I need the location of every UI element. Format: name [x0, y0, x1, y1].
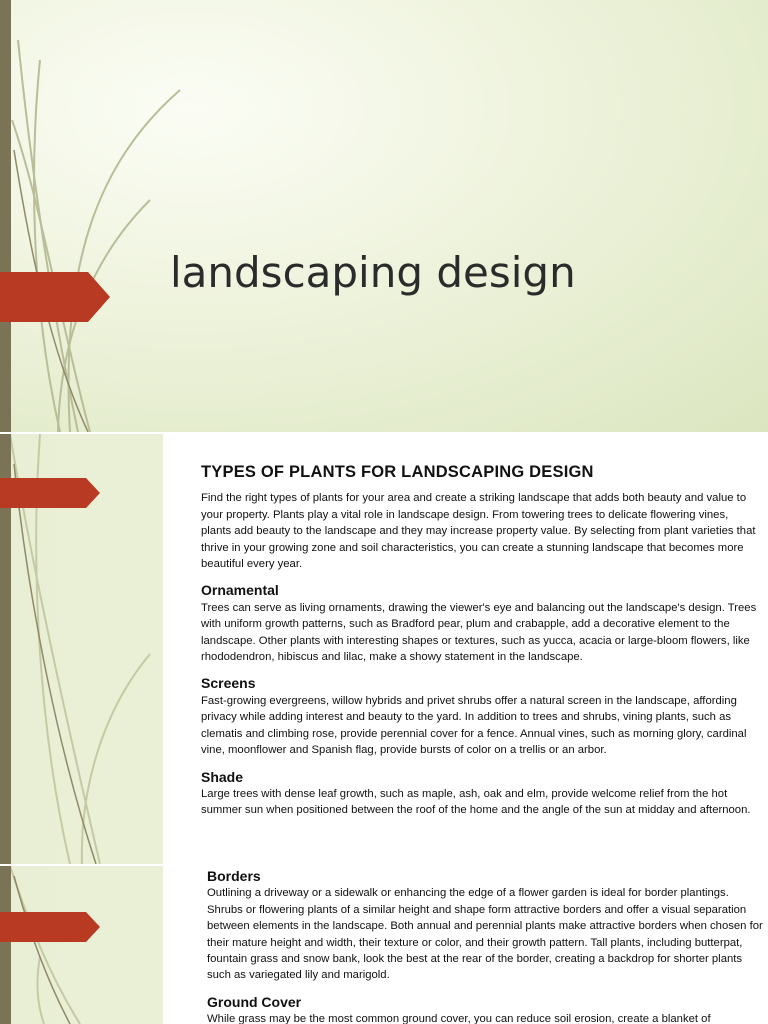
vine-decoration	[0, 866, 163, 1024]
document-body	[207, 868, 763, 1024]
slide-title: landscaping design	[170, 248, 576, 297]
document-page	[163, 866, 768, 1024]
document-body	[201, 464, 761, 829]
section-title-screens: Screens	[201, 675, 256, 692]
section-body-screens: Fast-growing evergreens, willow hybrids and privet shrubs offer a natural screen in the landscape, affording privacy while adding interest and beauty to the yard. In addition to trees and shrubs, vining plants, such as clematis and climbing rose, provide perennial cover for a fence. Annual vines, such as morning glory, cardinal vine, moonflower and Spanish flag, provide bursts of color on a trellis or an arbor.	[201, 694, 747, 757]
content-slide	[0, 434, 768, 864]
arrow-marker	[0, 478, 100, 508]
arrow-marker	[0, 272, 110, 322]
document-page	[163, 434, 768, 864]
section-title-ground-cover: Ground Cover	[207, 993, 302, 1010]
section-title-shade: Shade	[201, 768, 244, 785]
arrow-marker	[0, 912, 100, 942]
left-accent-bar	[0, 866, 11, 1024]
intro-paragraph: Find the right types of plants for your area and create a striking landscape that adds both beauty and value to your property. Plants play a vital role in landscape design. From towering trees to delicate flowering vines, plants add beauty to the landscape and they may increase property value. By selecting from plant varieties that thrive in your growing zone and soil characteristics, you can create a stunning landscape that becomes more beautiful every year.	[201, 492, 756, 571]
section-body-ornamental: Trees can serve as living ornaments, drawing the viewer's eye and balancing out the landscape's design. Trees with uniform growth patterns, such as Bradford pear, plum and crabapple, add a decorative element to the landscape. Other plants with interesting shapes or textures, such as yucca, acacia or large-bloom flowers, like rhododendron, hibiscus and lilac, make a showy statement in the landscape.	[201, 601, 757, 664]
section-title-borders: Borders	[207, 868, 261, 884]
content-slide	[0, 866, 768, 1024]
section-body-borders: Outlining a driveway or a sidewalk or enhancing the edge of a flower garden is ideal for border plantings. Shrubs or flowering plants of a similar height and shape form attractive borders and offer a visual separation between elements in the landscape. Both annual and perennial plants make attractive borders when chosen for their mature height and width, their texture or color, and their growth pattern. Tall plants, including butterpat, fountain grass and snow bank, look the best at the rear of the border, creating a backdrop for shorter plants such as variegated lily and marigold.	[207, 887, 763, 982]
document-heading: TYPES OF PLANTS FOR LANDSCAPING DESIGN	[201, 463, 594, 481]
vine-decoration	[0, 0, 200, 432]
title-slide	[0, 0, 768, 432]
section-body-shade: Large trees with dense leaf growth, such as maple, ash, oak and elm, provide welcome relief from the hot summer sun when positioned between the roof of the home and the angle of the sun at midday and afternoon.	[201, 787, 751, 817]
section-title-ornamental: Ornamental	[201, 582, 279, 599]
left-accent-bar	[0, 0, 11, 432]
section-body-ground-cover: While grass may be the most common ground cover, you can reduce soil erosion, create a blanket of	[207, 1013, 711, 1024]
